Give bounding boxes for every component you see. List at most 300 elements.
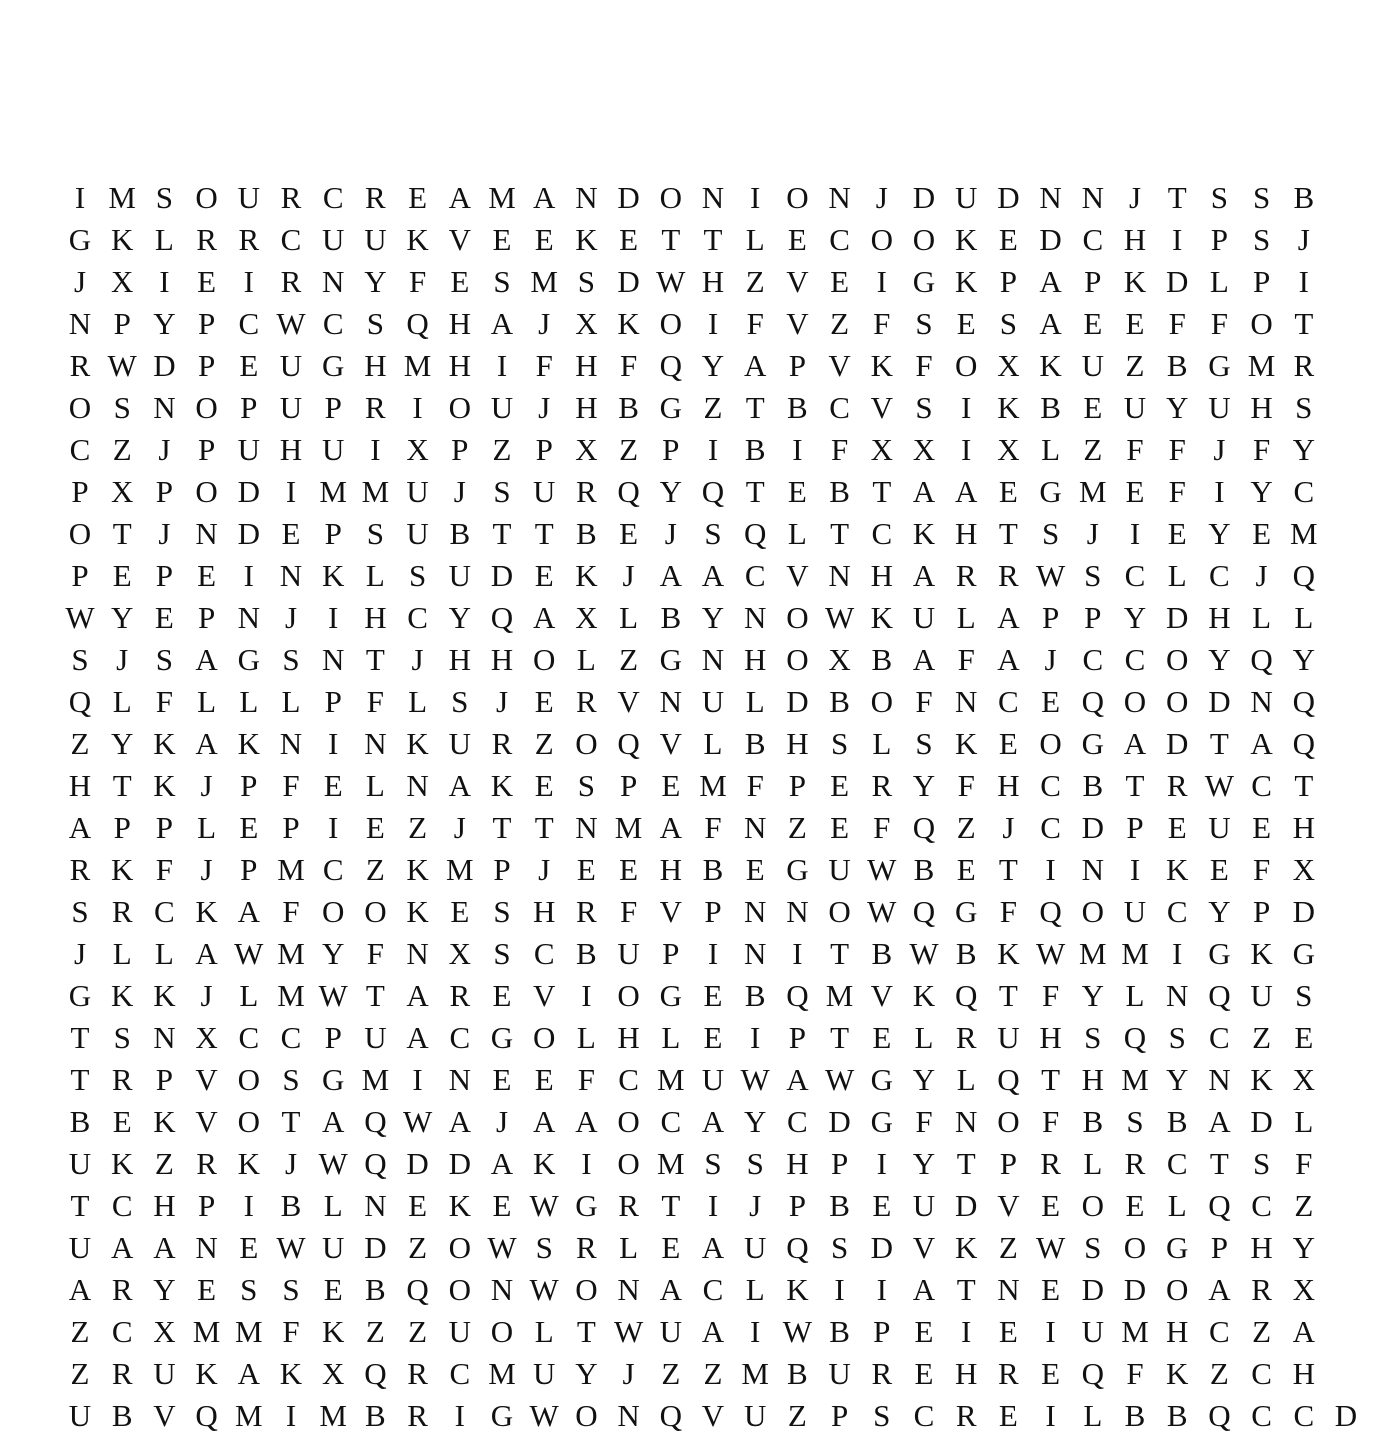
letter-cell[interactable]: R [618,1188,639,1223]
letter-cell[interactable]: M [277,852,305,887]
letter-cell[interactable]: A [532,180,556,215]
letter-cell[interactable]: B [913,852,935,887]
letter-cell[interactable]: M [319,474,347,509]
letter-cell[interactable]: S [1210,180,1229,215]
letter-cell[interactable]: L [576,642,596,677]
letter-cell[interactable]: E [703,978,723,1013]
letter-cell[interactable]: F [957,642,975,677]
letter-cell[interactable]: F [1210,306,1229,341]
letter-cell[interactable]: N [786,894,809,929]
letter-cell[interactable]: P [788,1188,807,1223]
letter-cell[interactable]: O [1081,1188,1104,1223]
letter-cell[interactable]: Q [195,1398,218,1433]
letter-cell[interactable]: R [576,1230,597,1265]
letter-cell[interactable]: G [490,1398,514,1433]
letter-cell[interactable]: M [1290,516,1318,551]
letter-cell[interactable]: A [912,558,936,593]
letter-cell[interactable]: U [279,348,303,383]
letter-cell[interactable]: M [530,264,558,299]
letter-cell[interactable]: P [873,1314,891,1349]
letter-cell[interactable]: L [239,684,259,719]
letter-cell[interactable]: W [824,600,855,635]
letter-cell[interactable]: B [871,936,893,971]
letter-cell[interactable]: E [661,1230,681,1265]
letter-cell[interactable]: D [1208,684,1231,719]
letter-cell[interactable]: C [829,390,850,425]
letter-cell[interactable]: Q [1123,1020,1147,1055]
letter-cell[interactable]: N [617,1272,640,1307]
letter-cell[interactable]: F [155,684,174,719]
letter-cell[interactable]: Q [1208,1398,1231,1433]
letter-cell[interactable]: E [239,810,259,845]
letter-cell[interactable]: O [786,600,809,635]
letter-cell[interactable]: J [158,516,171,551]
letter-cell[interactable]: E [1125,1188,1145,1223]
letter-cell[interactable]: H [153,1188,176,1223]
letter-cell[interactable]: F [746,306,764,341]
letter-cell[interactable]: Y [153,1272,176,1307]
letter-cell[interactable]: M [1079,936,1107,971]
letter-cell[interactable]: W [782,1314,813,1349]
letter-cell[interactable]: V [786,558,809,593]
letter-cell[interactable]: M [825,978,854,1013]
letter-cell[interactable]: U [279,390,303,425]
letter-cell[interactable]: H [870,558,893,593]
letter-cell[interactable]: Y [1208,894,1231,929]
letter-cell[interactable]: D [617,264,640,299]
letter-cell[interactable]: M [1121,936,1149,971]
letter-cell[interactable]: J [1002,810,1015,845]
letter-cell[interactable]: V [828,348,851,383]
letter-cell[interactable]: H [954,1356,978,1391]
letter-cell[interactable]: H [786,726,809,761]
letter-cell[interactable]: T [492,810,512,845]
letter-cell[interactable]: M [277,936,305,971]
letter-cell[interactable]: I [750,1020,761,1055]
letter-cell[interactable]: P [197,600,216,635]
letter-cell[interactable]: C [1293,474,1315,509]
letter-cell[interactable]: D [1039,222,1062,257]
letter-cell[interactable]: A [1208,1104,1231,1139]
letter-cell[interactable]: Y [912,1062,936,1097]
letter-cell[interactable]: K [954,222,978,257]
letter-cell[interactable]: D [1165,726,1189,761]
letter-cell[interactable]: C [660,1104,682,1139]
letter-cell[interactable]: L [112,684,132,719]
letter-cell[interactable]: U [701,684,725,719]
letter-cell[interactable]: V [786,264,809,299]
letter-cell[interactable]: O [448,1230,471,1265]
letter-cell[interactable]: M [488,180,516,215]
letter-cell[interactable]: X [406,432,429,467]
letter-cell[interactable]: H [1123,222,1147,257]
letter-cell[interactable]: G [1165,1230,1189,1265]
letter-cell[interactable]: C [1251,1356,1272,1391]
letter-cell[interactable]: Y [912,768,936,803]
letter-cell[interactable]: X [997,348,1020,383]
letter-cell[interactable]: A [701,1104,725,1139]
letter-cell[interactable]: K [153,1104,176,1139]
letter-cell[interactable]: C [1251,1398,1272,1433]
letter-cell[interactable]: R [69,852,91,887]
letter-cell[interactable]: Q [954,978,978,1013]
letter-cell[interactable]: L [197,810,217,845]
letter-cell[interactable]: B [829,684,850,719]
letter-cell[interactable]: L [408,684,428,719]
letter-cell[interactable]: T [1294,768,1314,803]
letter-cell[interactable]: I [74,180,86,215]
letter-cell[interactable]: D [828,1104,851,1139]
letter-cell[interactable]: S [493,474,511,509]
letter-cell[interactable]: P [1041,600,1060,635]
letter-cell[interactable]: E [492,222,512,257]
letter-cell[interactable]: S [1168,1020,1186,1055]
letter-cell[interactable]: H [1250,390,1273,425]
letter-cell[interactable]: Q [617,726,640,761]
letter-cell[interactable]: Y [1250,474,1273,509]
letter-cell[interactable]: N [448,1062,471,1097]
letter-cell[interactable]: Y [575,1356,598,1391]
letter-cell[interactable]: L [1209,264,1229,299]
letter-cell[interactable]: B [69,1104,91,1139]
letter-cell[interactable]: H [364,348,387,383]
letter-cell[interactable]: E [576,852,596,887]
letter-cell[interactable]: J [1044,642,1057,677]
letter-cell[interactable]: J [622,558,635,593]
letter-cell[interactable]: G [68,978,92,1013]
letter-cell[interactable]: U [532,1356,556,1391]
letter-cell[interactable]: I [1214,474,1225,509]
letter-cell[interactable]: X [997,432,1020,467]
letter-cell[interactable]: E [534,1062,554,1097]
letter-cell[interactable]: P [830,1146,849,1181]
letter-cell[interactable]: P [197,348,216,383]
letter-cell[interactable]: Q [406,306,429,341]
letter-cell[interactable]: Q [786,1230,809,1265]
letter-cell[interactable]: W [1035,936,1066,971]
letter-cell[interactable]: N [617,1398,640,1433]
letter-cell[interactable]: O [195,390,218,425]
letter-cell[interactable]: B [1166,1104,1188,1139]
letter-cell[interactable]: D [1165,264,1189,299]
letter-cell[interactable]: U [954,180,978,215]
letter-cell[interactable]: E [956,306,976,341]
letter-cell[interactable]: C [1166,894,1188,929]
letter-cell[interactable]: X [1292,1272,1315,1307]
letter-cell[interactable]: T [998,852,1018,887]
letter-cell[interactable]: T [70,1020,90,1055]
letter-cell[interactable]: M [108,180,136,215]
letter-cell[interactable]: A [110,1230,134,1265]
letter-cell[interactable]: A [68,1272,92,1307]
letter-cell[interactable]: Q [743,516,767,551]
letter-cell[interactable]: I [581,1146,592,1181]
letter-cell[interactable]: T [1125,768,1145,803]
letter-cell[interactable]: D [1292,894,1315,929]
letter-cell[interactable]: D [406,1146,429,1181]
letter-cell[interactable]: S [71,642,89,677]
letter-cell[interactable]: T [70,1188,90,1223]
letter-cell[interactable]: R [365,180,386,215]
letter-cell[interactable]: E [1041,1272,1061,1307]
letter-cell[interactable]: K [237,726,260,761]
letter-cell[interactable]: R [1251,1272,1272,1307]
letter-cell[interactable]: I [412,390,423,425]
letter-cell[interactable]: Q [997,1062,1020,1097]
letter-cell[interactable]: W [402,1104,433,1139]
letter-cell[interactable]: T [112,516,132,551]
letter-cell[interactable]: M [446,852,474,887]
letter-cell[interactable]: P [240,852,258,887]
letter-cell[interactable]: N [954,1104,978,1139]
letter-cell[interactable]: L [1041,432,1061,467]
letter-cell[interactable]: S [1252,222,1271,257]
letter-cell[interactable]: R [111,1062,133,1097]
letter-cell[interactable]: G [659,642,682,677]
letter-cell[interactable]: J [453,474,466,509]
letter-cell[interactable]: Y [1292,1230,1315,1265]
letter-cell[interactable]: X [828,642,851,677]
letter-cell[interactable]: P [324,1020,342,1055]
letter-cell[interactable]: P [788,348,807,383]
letter-cell[interactable]: V [786,306,809,341]
letter-cell[interactable]: O [617,1146,640,1181]
letter-cell[interactable]: P [71,558,89,593]
letter-cell[interactable]: F [408,264,427,299]
letter-cell[interactable]: C [1251,768,1272,803]
letter-cell[interactable]: F [1252,432,1271,467]
letter-cell[interactable]: J [538,390,551,425]
letter-cell[interactable]: B [280,1188,302,1223]
letter-cell[interactable]: R [280,180,302,215]
letter-cell[interactable]: V [997,1188,1020,1223]
letter-cell[interactable]: Q [490,600,514,635]
letter-cell[interactable]: N [153,390,176,425]
letter-cell[interactable]: I [243,264,254,299]
letter-cell[interactable]: A [701,1314,725,1349]
letter-cell[interactable]: I [412,1062,423,1097]
letter-cell[interactable]: H [1081,1062,1104,1097]
letter-cell[interactable]: I [750,180,761,215]
letter-cell[interactable]: Q [1208,978,1231,1013]
letter-cell[interactable]: E [661,768,681,803]
letter-cell[interactable]: U [828,1356,851,1391]
letter-cell[interactable]: A [997,600,1020,635]
letter-cell[interactable]: Q [912,810,936,845]
letter-cell[interactable]: R [576,684,597,719]
letter-cell[interactable]: A [321,1104,345,1139]
letter-cell[interactable]: Y [701,600,725,635]
letter-cell[interactable]: P [1210,222,1229,257]
letter-cell[interactable]: Y [659,474,682,509]
letter-cell[interactable]: C [1209,558,1230,593]
letter-cell[interactable]: W [529,1272,559,1307]
letter-cell[interactable]: Y [110,726,134,761]
letter-cell[interactable]: L [1167,1188,1187,1223]
letter-cell[interactable]: A [490,306,514,341]
letter-cell[interactable]: F [1252,852,1271,887]
letter-cell[interactable]: E [1041,1188,1061,1223]
letter-cell[interactable]: I [1129,516,1141,551]
letter-cell[interactable]: F [999,894,1018,929]
letter-cell[interactable]: L [619,600,639,635]
letter-cell[interactable]: E [323,768,343,803]
letter-cell[interactable]: D [1250,1104,1273,1139]
letter-cell[interactable]: Z [661,1356,681,1391]
letter-cell[interactable]: E [197,558,217,593]
letter-cell[interactable]: O [828,894,851,929]
letter-cell[interactable]: N [701,180,725,215]
letter-cell[interactable]: S [873,1398,891,1433]
letter-cell[interactable]: U [743,1230,767,1265]
letter-cell[interactable]: E [492,1188,512,1223]
letter-cell[interactable]: K [406,894,429,929]
letter-cell[interactable]: S [1084,558,1102,593]
letter-cell[interactable]: E [619,222,639,257]
letter-cell[interactable]: N [490,1272,514,1307]
letter-cell[interactable]: I [370,432,381,467]
letter-cell[interactable]: U [490,390,514,425]
letter-cell[interactable]: S [915,726,933,761]
letter-cell[interactable]: B [660,600,682,635]
letter-cell[interactable]: E [998,726,1018,761]
letter-cell[interactable]: S [282,642,300,677]
letter-cell[interactable]: F [1126,432,1144,467]
letter-cell[interactable]: A [532,600,556,635]
letter-cell[interactable]: M [1079,474,1107,509]
letter-cell[interactable]: W [613,1314,644,1349]
letter-cell[interactable]: T [661,222,681,257]
letter-cell[interactable]: L [1252,600,1272,635]
letter-cell[interactable]: P [282,810,300,845]
letter-cell[interactable]: I [792,936,803,971]
letter-cell[interactable]: K [575,558,598,593]
letter-cell[interactable]: F [282,1314,300,1349]
letter-cell[interactable]: A [912,1272,936,1307]
letter-cell[interactable]: W [318,1146,348,1181]
letter-cell[interactable]: O [321,894,345,929]
letter-cell[interactable]: I [159,264,170,299]
letter-cell[interactable]: P [1210,1230,1229,1265]
letter-cell[interactable]: K [110,1146,134,1181]
letter-cell[interactable]: A [912,642,936,677]
letter-cell[interactable]: Z [745,264,765,299]
letter-cell[interactable]: T [365,642,385,677]
letter-cell[interactable]: M [277,978,305,1013]
letter-cell[interactable]: C [1040,810,1061,845]
letter-cell[interactable]: L [576,1020,596,1055]
letter-cell[interactable]: U [617,936,640,971]
letter-cell[interactable]: A [786,1062,809,1097]
letter-cell[interactable]: E [365,810,385,845]
letter-cell[interactable]: X [575,600,598,635]
letter-cell[interactable]: O [1081,894,1104,929]
letter-cell[interactable]: U [68,1230,92,1265]
letter-cell[interactable]: O [1165,642,1189,677]
letter-cell[interactable]: S [704,1146,722,1181]
letter-cell[interactable]: T [1209,726,1229,761]
letter-cell[interactable]: J [453,810,466,845]
letter-cell[interactable]: J [538,306,551,341]
letter-cell[interactable]: N [279,726,303,761]
letter-cell[interactable]: M [1121,1062,1149,1097]
letter-cell[interactable]: J [1213,432,1226,467]
letter-cell[interactable]: O [912,222,936,257]
letter-cell[interactable]: S [113,1020,131,1055]
letter-cell[interactable]: O [1165,1272,1189,1307]
letter-cell[interactable]: E [534,222,554,257]
letter-cell[interactable]: S [999,306,1018,341]
letter-cell[interactable]: P [155,810,174,845]
letter-cell[interactable]: I [1045,852,1056,887]
letter-cell[interactable]: O [870,684,893,719]
letter-cell[interactable]: T [830,936,850,971]
letter-cell[interactable]: N [575,180,598,215]
letter-cell[interactable]: H [659,852,682,887]
letter-cell[interactable]: E [408,180,428,215]
letter-cell[interactable]: E [998,474,1018,509]
letter-cell[interactable]: Z [365,1314,385,1349]
letter-cell[interactable]: E [1167,810,1187,845]
letter-cell[interactable]: O [68,390,92,425]
letter-cell[interactable]: Y [1081,978,1104,1013]
letter-cell[interactable]: P [71,474,89,509]
letter-cell[interactable]: M [1247,348,1276,383]
letter-cell[interactable]: C [407,600,428,635]
letter-cell[interactable]: J [411,642,424,677]
letter-cell[interactable]: M [319,1398,347,1433]
letter-cell[interactable]: M [361,474,390,509]
letter-cell[interactable]: Z [619,432,639,467]
letter-cell[interactable]: N [406,768,429,803]
letter-cell[interactable]: R [998,558,1019,593]
letter-cell[interactable]: Y [1165,1062,1189,1097]
letter-cell[interactable]: P [662,936,680,971]
letter-cell[interactable]: O [786,642,809,677]
letter-cell[interactable]: C [69,432,91,467]
letter-cell[interactable]: W [1035,558,1066,593]
letter-cell[interactable]: F [282,894,300,929]
letter-cell[interactable]: I [285,1398,297,1433]
letter-cell[interactable]: E [450,264,470,299]
letter-cell[interactable]: S [366,306,385,341]
letter-cell[interactable]: A [701,558,725,593]
letter-cell[interactable]: J [875,180,888,215]
letter-cell[interactable]: I [876,264,887,299]
letter-cell[interactable]: S [577,768,596,803]
letter-cell[interactable]: G [321,1062,345,1097]
letter-cell[interactable]: Q [68,684,92,719]
letter-cell[interactable]: K [448,1188,471,1223]
letter-cell[interactable]: O [237,1104,260,1139]
letter-cell[interactable]: U [406,516,429,551]
letter-cell[interactable]: U [912,1188,936,1223]
letter-cell[interactable]: C [1124,642,1146,677]
letter-cell[interactable]: A [1039,264,1062,299]
letter-cell[interactable]: P [324,684,342,719]
letter-cell[interactable]: P [155,474,174,509]
letter-cell[interactable]: U [153,1356,176,1391]
letter-cell[interactable]: E [239,1230,259,1265]
letter-cell[interactable]: C [238,306,260,341]
letter-cell[interactable]: E [450,894,470,929]
letter-cell[interactable]: T [492,516,512,551]
letter-cell[interactable]: K [997,390,1020,425]
letter-cell[interactable]: L [534,1314,554,1349]
letter-cell[interactable]: H [1250,1230,1273,1265]
letter-cell[interactable]: Z [365,852,385,887]
letter-cell[interactable]: T [998,516,1018,551]
